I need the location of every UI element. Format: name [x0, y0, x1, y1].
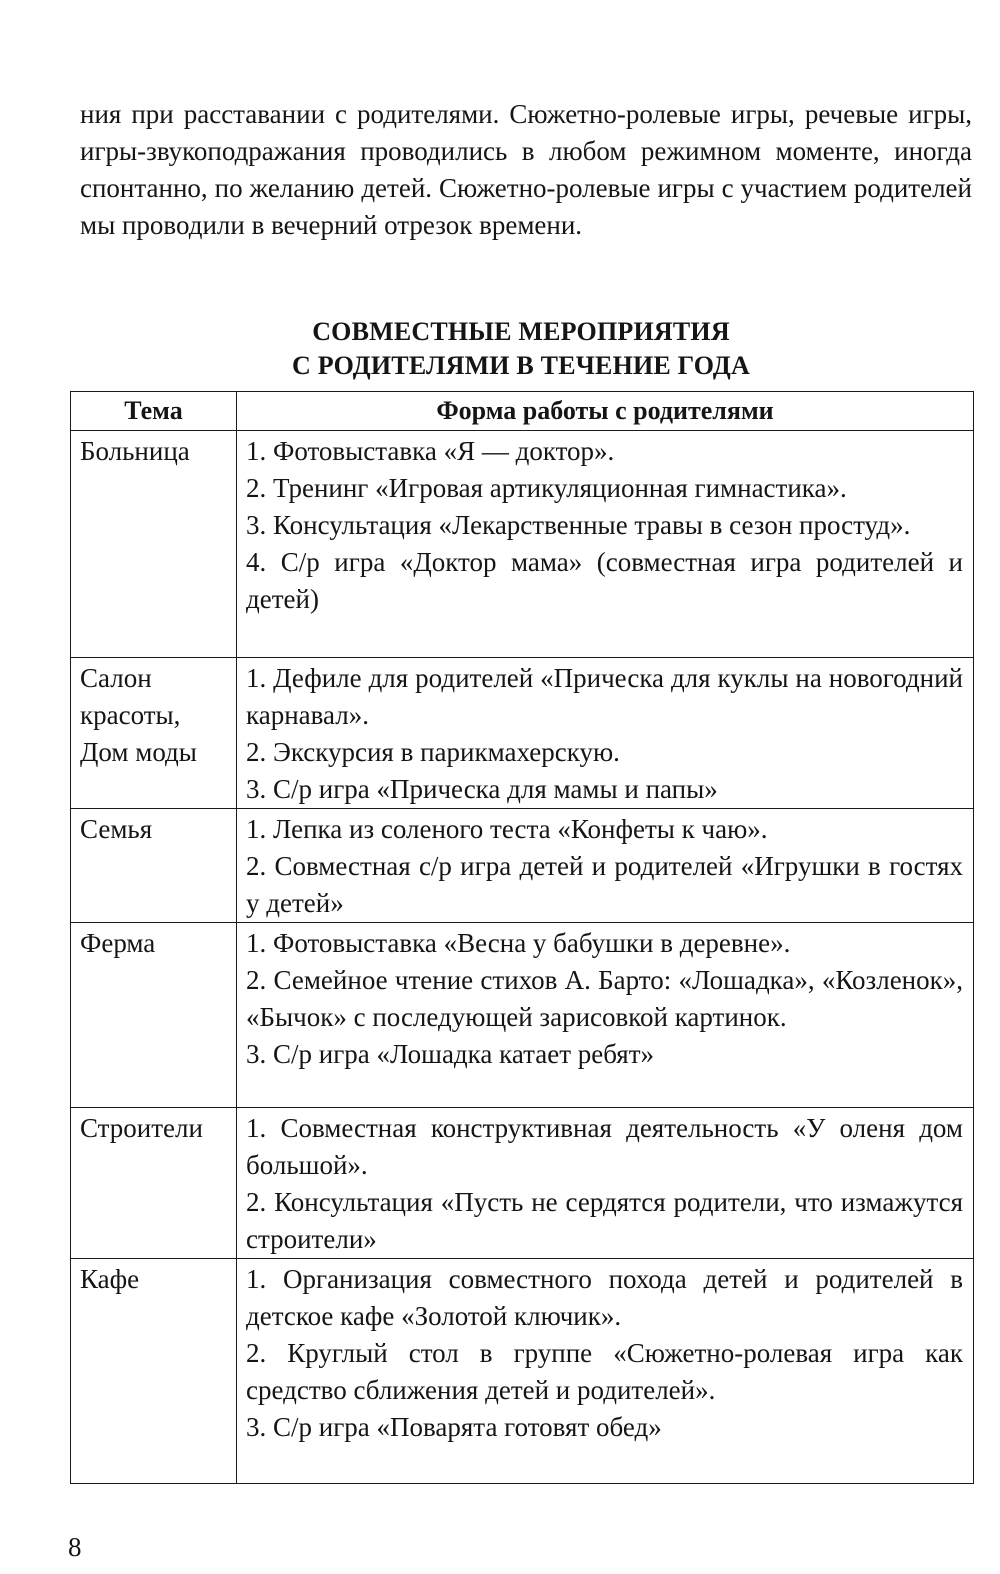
events-table — [70, 391, 974, 1484]
list-item: 2. Консультация «Пусть не сердятся родители, что измажутся строители» — [246, 1187, 963, 1254]
row-topic: Салон красоты, Дом моды — [71, 658, 237, 809]
row-forms — [237, 431, 974, 658]
section-heading — [70, 315, 972, 383]
row-topic: Строители — [71, 1108, 237, 1259]
table-header-row — [71, 392, 974, 431]
header-forms: Форма работы с родителями — [237, 392, 974, 431]
row-topic: Больница — [71, 431, 237, 658]
row-topic: Ферма — [71, 923, 237, 1108]
list-item: 1. Организация совместного похода детей и родителей в детское кафе «Золотой ключик». — [246, 1264, 963, 1331]
table-row — [71, 809, 974, 923]
page-number: 8 — [68, 1532, 82, 1562]
list-item: 1. Лепка из соленого теста «Конфеты к чаю». — [246, 814, 768, 844]
list-item: 1. Совместная конструктивная деятельность «У оленя дом большой». — [246, 1113, 963, 1180]
row-forms — [237, 1108, 974, 1259]
list-item: 2. Совместная с/р игра детей и родителей «Игрушки в гостях у детей» — [246, 851, 963, 918]
list-item: 2. Круглый стол в группе «Сюжетно-ролевая игра как средство сближения детей и родителей». — [246, 1338, 963, 1405]
list-item: 1. Фотовыставка «Весна у бабушки в деревне». — [246, 928, 791, 958]
list-item: 3. Консультация «Лекарственные травы в сезон простуд». — [246, 510, 911, 540]
row-topic: Семья — [71, 809, 237, 923]
row-forms — [237, 809, 974, 923]
row-forms — [237, 658, 974, 809]
table-row — [71, 658, 974, 809]
row-forms — [237, 1259, 974, 1484]
heading-line-2: С РОДИТЕЛЯМИ В ТЕЧЕНИЕ ГОДА — [292, 351, 750, 380]
row-topic: Кафе — [71, 1259, 237, 1484]
table-row — [71, 1108, 974, 1259]
list-item: 4. С/р игра «Доктор мама» (совместная игра родителей и детей) — [246, 547, 963, 614]
list-item: 2. Семейное чтение стихов А. Барто: «Лошадка», «Козленок», «Бычок» с последующей зарисовкой картинок. — [246, 965, 963, 1032]
list-item: 1. Дефиле для родителей «Прическа для куклы на новогодний карнавал». — [246, 663, 963, 730]
table-row — [71, 1259, 974, 1484]
header-topic: Тема — [71, 392, 237, 431]
list-item: 3. С/р игра «Лошадка катает ребят» — [246, 1039, 655, 1069]
list-item: 3. С/р игра «Прическа для мамы и папы» — [246, 774, 718, 804]
list-item: 2. Тренинг «Игровая артикуляционная гимнастика». — [246, 473, 847, 503]
list-item: 2. Экскурсия в парикмахерскую. — [246, 737, 620, 767]
heading-line-1: СОВМЕСТНЫЕ МЕРОПРИЯТИЯ — [312, 317, 730, 346]
table-row — [71, 431, 974, 658]
list-item: 3. С/р игра «Поварята готовят обед» — [246, 1412, 662, 1442]
list-item: 1. Фотовыставка «Я — доктор». — [246, 436, 615, 466]
row-forms — [237, 923, 974, 1108]
intro-paragraph: ния при расставании с родителями. Сюжетно-ролевые игры, речевые игры, игры-звукоподражания проводились в любом режимном моменте, иногда спонтанно, по желанию детей. Сюжетно-ролевые игры с участием родителей мы проводили в вечерний отрезок времени. — [80, 99, 972, 240]
table-row — [71, 923, 974, 1108]
